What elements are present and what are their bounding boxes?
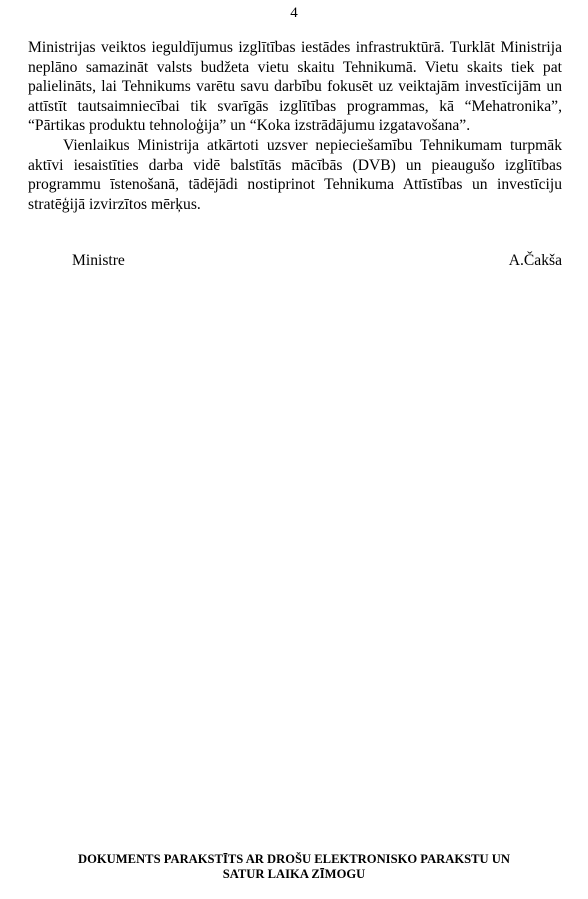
electronic-signature-notice <box>0 852 588 882</box>
paragraph-continuation: Ministrijas veiktos ieguldījumus izglītības iestādes infrastruktūrā. Turklāt Ministrija neplāno samazināt valsts budžeta vietu skaitu Tehnikumā. Vietu skaits tiek pat palielināts, lai Tehnikums varētu savu darbību fokusēt uz veiktajām investīcijām un attīstīt tautsaimniecībai tik svarīgās izglītības programmas, kā “Mehatronika”, “Pārtikas produktu tehnoloģija” un “Koka izstrādājumu izgatavošana”. <box>28 39 562 135</box>
paragraph-dvb-emphasis: Vienlaikus Ministrija atkārtoti uzsver nepieciešamību Tehnikumam turpmāk aktīvi iesaistīties darba vidē balstītās mācībās (DVB) un pieaugušo izglītības programmu īstenošanā, tādējādi nostiprinot Tehnikuma Attīstības un investīciju stratēģijā izvirzītos mērķus. <box>28 136 562 213</box>
signatory-name: A.Čakša <box>508 252 562 269</box>
letter-body <box>28 38 562 214</box>
page-number: 4 <box>290 5 298 21</box>
electronic-signature-notice-line-1: DOKUMENTS PARAKSTĪTS AR DROŠU ELEKTRONISKO PARAKSTU UN <box>78 852 510 866</box>
electronic-signature-notice-line-2: SATUR LAIKA ZĪMOGU <box>222 867 366 881</box>
signatory-role: Ministre <box>72 252 125 269</box>
